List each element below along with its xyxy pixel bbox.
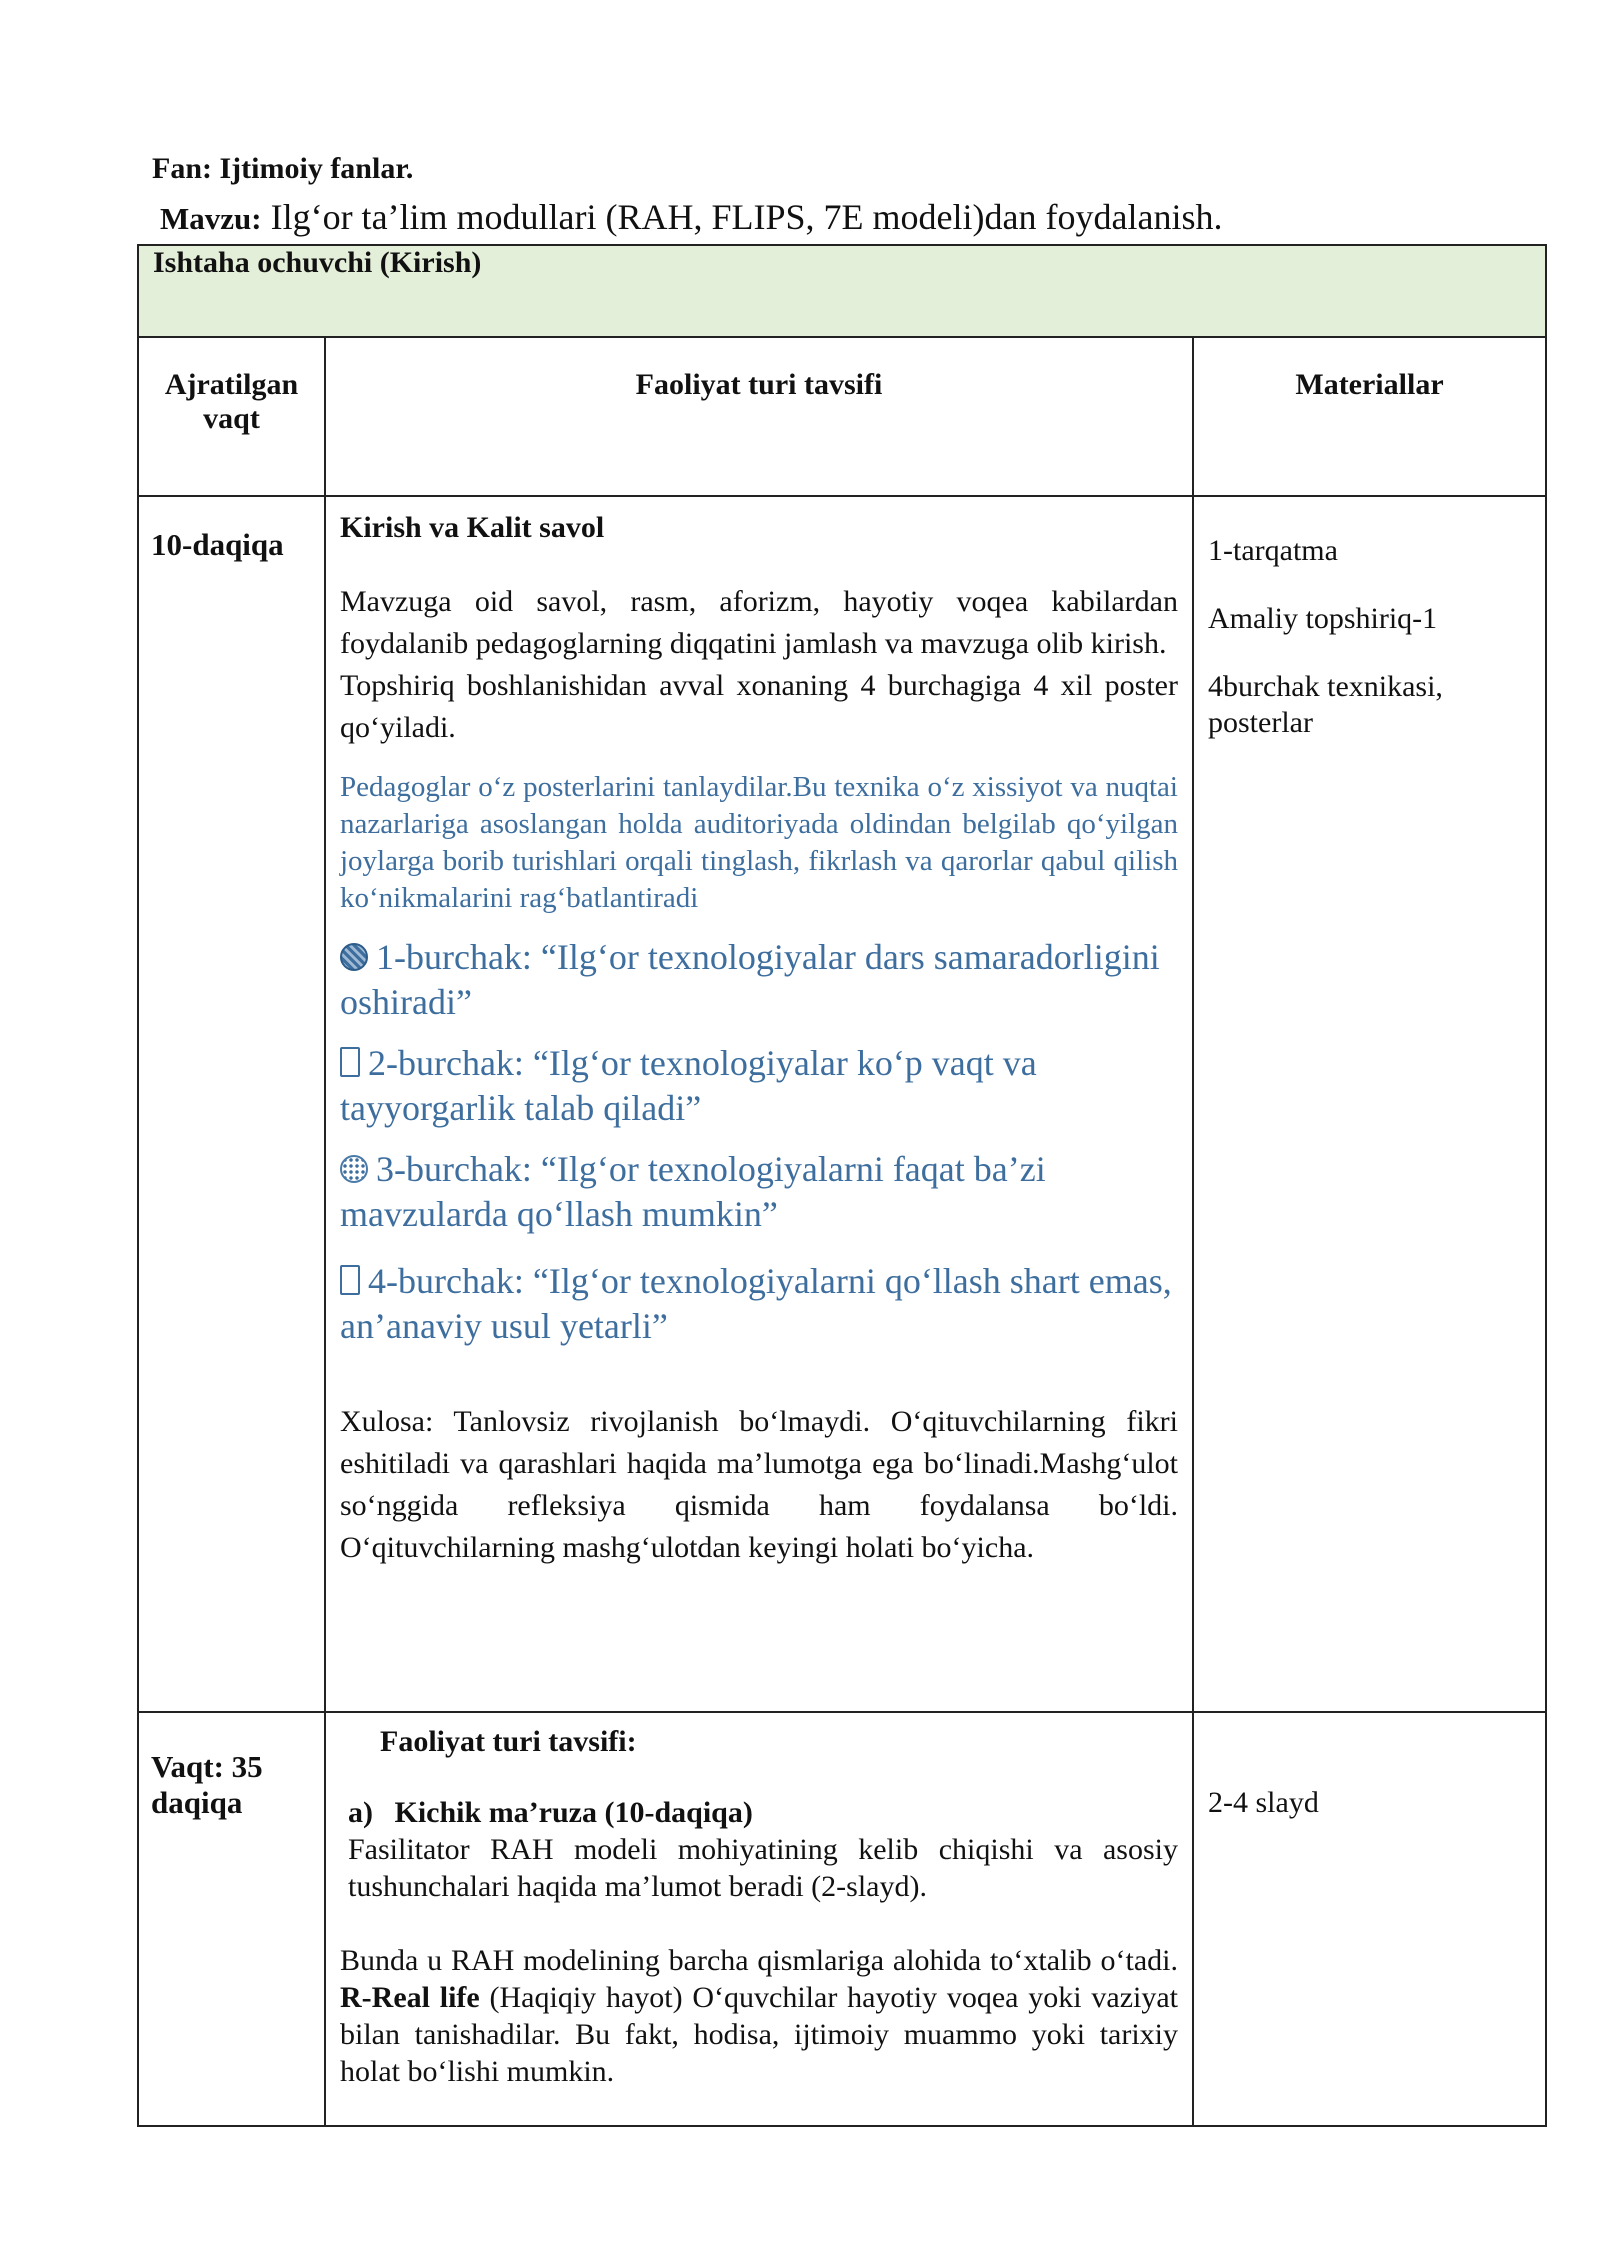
activity-heading: Kirish va Kalit savol xyxy=(340,511,605,544)
activity-paragraph: Mavzuga oid savol, rasm, aforizm, hayotiy voqea kabilardan foydalanib pedagoglarning diqqatini jamlash va mavzuga olib kirish. xyxy=(340,585,1178,660)
activity-paragraph: Bunda u RAH modelining barcha qismlariga alohida to‘xtalib o‘tadi. R-Real life (Haqiqiy hayot) O‘quvchilar hayotiy voqea yoki vaziyat bilan tanishadilar. Bu fakt, hodisa, ijtimoiy muammo yoki tarixiy holat bo‘lishi mumkin. xyxy=(340,1944,1178,2088)
box-icon xyxy=(340,1265,360,1295)
corner-item: 4-burchak: “Ilg‘or texnologiyalarni qo‘llash shart emas, an’anaviy usul yetarli” xyxy=(340,1261,1172,1346)
box-icon xyxy=(340,1047,360,1077)
material-item: 2-4 slayd xyxy=(1208,1786,1319,1819)
col-header-materials: Materiallar xyxy=(1193,337,1546,496)
activity-paragraph: Fasilitator RAH modeli mohiyatining kelib chiqishi va asosiy tushunchalari haqida ma’lumot beradi (2-slayd). xyxy=(348,1833,1178,1903)
topic-text: Ilg‘or ta’lim modullari (RAH, FLIPS, 7E modeli)dan foydalanish. xyxy=(261,197,1223,237)
material-item: Amaliy topshiriq-1 xyxy=(1208,602,1438,635)
col-header-activity: Faoliyat turi tavsifi xyxy=(325,337,1193,496)
activity-paragraph: Topshiriq boshlanishidan avval xonaning 4 burchagiga 4 xil poster qo‘yiladi. xyxy=(340,669,1178,744)
col-header-time: Ajratilgan vaqt xyxy=(138,337,325,496)
column-header-row xyxy=(138,337,1546,496)
sub-heading: a) Kichik ma’ruza (10-daqiqa) xyxy=(348,1796,753,1829)
activity-cell xyxy=(325,496,1193,1712)
materials-cell xyxy=(1193,1712,1546,2126)
dark-circle-icon xyxy=(340,943,368,971)
corner-item: 1-burchak: “Ilg‘or texnologiyalar dars samaradorligini oshiradi” xyxy=(340,937,1160,1022)
technique-description: Pedagoglar o‘z posterlarini tanlaydilar.Bu texnika o‘z xissiyot va nuqtai nazarlariga asoslangan holda auditoriyada oldindan belgilab qo‘yilgan joylarga borib turishlari orqali tinglash, fikrlash va qarorlar qabul qilish ko‘nikmalarini rag‘batlantiradi xyxy=(340,771,1178,914)
conclusion-paragraph: Xulosa: Tanlovsiz rivojlanish bo‘lmaydi. O‘qituvchilarning fikri eshitiladi va qarashlari haqida ma’lumotga ega bo‘linadi.Mashg‘ulot so‘nggida refleksiya qismida ham foydalansa bo‘ldi. O‘qituvchilarning mashg‘ulotdan keyingi holati bo‘yicha. xyxy=(340,1405,1178,1564)
section-title: Ishtaha ochuvchi (Kirish) xyxy=(138,245,1546,337)
time-cell: Vaqt: 35 daqiqa xyxy=(138,1712,325,2126)
activity-heading: Faoliyat turi tavsifi: xyxy=(380,1725,637,1758)
material-item: 4burchak texnikasi, posterlar xyxy=(1208,670,1443,739)
topic-label: Mavzu: xyxy=(160,201,262,236)
corner-item: 2-burchak: “Ilg‘or texnologiyalar ko‘p vaqt va tayyorgarlik talab qiladi” xyxy=(340,1043,1037,1128)
material-item: 1-tarqatma xyxy=(1208,534,1338,567)
table-row xyxy=(138,496,1546,1712)
topic-line xyxy=(160,196,1222,238)
table-row xyxy=(138,1712,1546,2126)
subject-line: Fan: Ijtimoiy fanlar. xyxy=(152,152,414,185)
time-cell: 10-daqiqa xyxy=(138,496,325,1712)
corner-item: 3-burchak: “Ilg‘or texnologiyalarni faqat ba’zi mavzularda qo‘llash mumkin” xyxy=(340,1149,1046,1234)
dotted-circle-icon xyxy=(340,1155,368,1183)
section-header-row xyxy=(138,245,1546,337)
activity-cell xyxy=(325,1712,1193,2126)
list-marker: a) xyxy=(348,1796,373,1829)
lesson-plan-table xyxy=(137,244,1547,2127)
materials-cell xyxy=(1193,496,1546,1712)
